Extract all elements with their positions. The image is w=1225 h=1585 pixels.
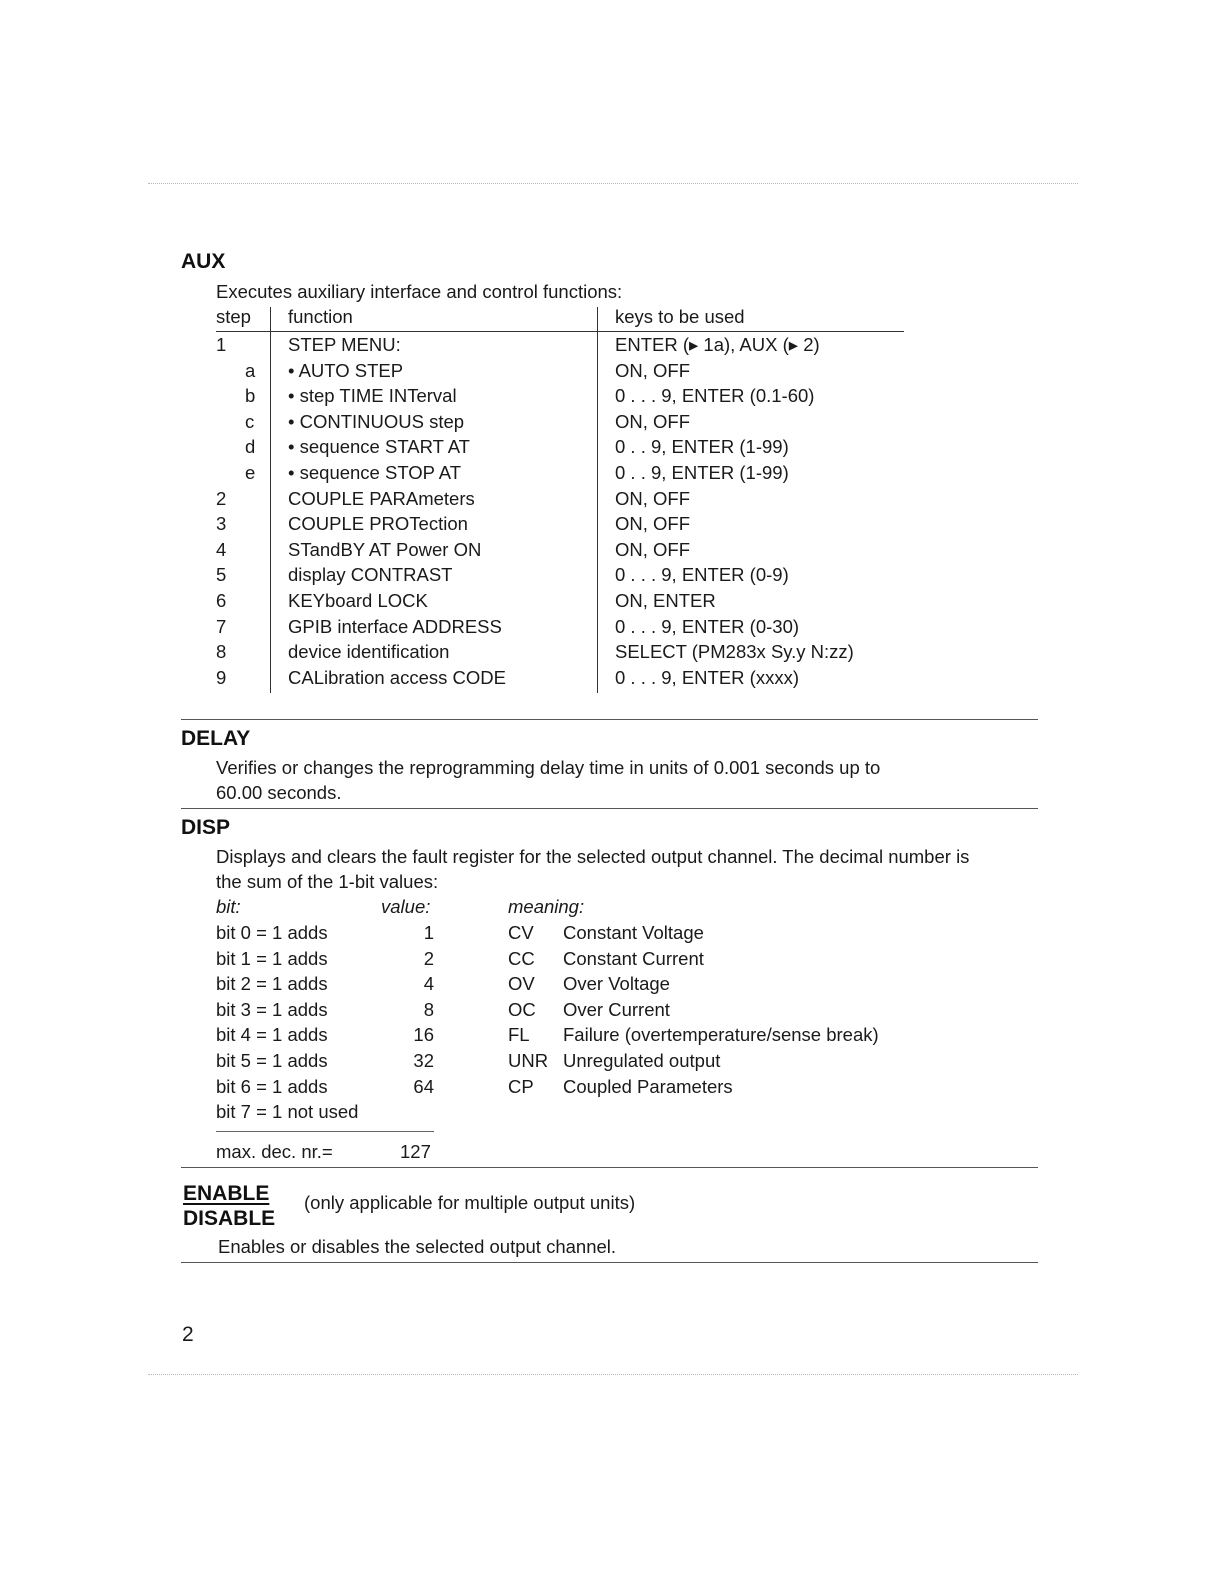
aux-step: 1 [216, 334, 227, 355]
aux-keys: ON, ENTER [615, 590, 716, 611]
aux-col-step: step [216, 306, 251, 327]
aux-step: 3 [216, 513, 227, 535]
disp-bit: bit 0 = 1 adds [216, 922, 328, 943]
aux-heading: AUX [181, 250, 226, 273]
disp-bit: bit 7 = 1 not used [216, 1101, 359, 1123]
aux-step: e [245, 462, 256, 483]
bottom-dotted-line [148, 1374, 1078, 1375]
aux-step: 8 [216, 641, 227, 663]
aux-step: 4 [216, 538, 227, 560]
disp-code: CP [508, 1075, 534, 1097]
disp-text-line2: the sum of the 1-bit values: [216, 871, 439, 892]
aux-step: 2 [216, 487, 227, 509]
aux-step: 5 [216, 564, 227, 586]
disp-bit: bit 4 = 1 adds [216, 1024, 328, 1046]
aux-keys: 0 . . . 9, ENTER (0-9) [615, 564, 789, 586]
disp-value: 8 [423, 998, 434, 1020]
aux-keys: ON, OFF [615, 513, 691, 535]
disp-meaning: Coupled Parameters [563, 1075, 733, 1097]
aux-keys: SELECT (PM283x Sy.y N:zz) [615, 641, 854, 663]
disp-meaning: Constant Current [563, 947, 704, 969]
disp-meaning: Over Current [563, 998, 670, 1020]
page-number: 2 [182, 1323, 194, 1346]
aux-step: 9 [216, 666, 227, 688]
aux-step: 7 [216, 615, 227, 637]
disp-value: 16 [413, 1024, 434, 1046]
disp-bit: bit 6 = 1 adds [216, 1075, 328, 1097]
aux-keys: ON, OFF [615, 359, 691, 381]
aux-keys: 0 . . . 9, ENTER (0.1-60) [615, 385, 815, 407]
disp-value: 4 [423, 973, 434, 995]
delay-heading: DELAY [181, 727, 251, 750]
disp-total-value: 127 [400, 1141, 431, 1162]
aux-section-rule [181, 719, 1038, 720]
disp-code: OC [508, 998, 536, 1020]
disp-value: 32 [413, 1050, 434, 1071]
disp-code: UNR [508, 1050, 549, 1071]
aux-divider-2 [597, 307, 598, 693]
aux-function: COUPLE PROTection [288, 513, 468, 535]
aux-function: device identification [288, 641, 450, 663]
disp-value: 64 [413, 1075, 434, 1097]
disp-section-rule [181, 1167, 1038, 1168]
disp-value: 2 [423, 947, 434, 969]
aux-divider-1 [270, 307, 271, 693]
aux-col-function: function [288, 306, 353, 327]
aux-step: a [245, 359, 256, 381]
disp-meaning: Unregulated output [563, 1050, 721, 1071]
aux-function: KEYboard LOCK [288, 590, 428, 611]
disp-col-meaning: meaning: [508, 896, 585, 917]
disp-code: OV [508, 973, 535, 995]
aux-keys: 0 . . . 9, ENTER (0-30) [615, 615, 800, 637]
disp-code: CV [508, 922, 534, 943]
top-dotted-line [148, 183, 1078, 184]
enable-text: Enables or disables the selected output channel. [218, 1236, 617, 1257]
aux-keys: ENTER (▸ 1a), AUX (▸ 2) [615, 334, 820, 355]
aux-function: • sequence START AT [288, 436, 470, 458]
aux-step: c [245, 410, 255, 432]
aux-function: GPIB interface ADDRESS [288, 615, 502, 637]
disp-col-bit: bit: [216, 896, 241, 917]
aux-keys: 0 . . 9, ENTER (1-99) [615, 462, 789, 483]
aux-keys: ON, OFF [615, 538, 691, 560]
aux-function: • step TIME INTerval [288, 385, 457, 407]
delay-text-line1: Verifies or changes the reprogramming delay time in units of 0.001 seconds up to [216, 757, 881, 778]
disp-bit: bit 2 = 1 adds [216, 973, 328, 995]
aux-intro: Executes auxiliary interface and control functions: [216, 281, 623, 302]
aux-function: STEP MENU: [288, 334, 401, 355]
disp-total-rule [216, 1131, 434, 1132]
disp-col-value: value: [381, 896, 431, 917]
aux-header-rule [216, 331, 904, 332]
disp-meaning: Failure (overtemperature/sense break) [563, 1024, 879, 1046]
disp-heading: DISP [181, 816, 231, 839]
aux-function: • AUTO STEP [288, 359, 404, 381]
disp-value: 1 [423, 922, 434, 943]
aux-step: 6 [216, 590, 227, 611]
aux-keys: 0 . . . 9, ENTER (xxxx) [615, 666, 799, 688]
enable-heading: ENABLE [183, 1182, 270, 1205]
disp-bit: bit 5 = 1 adds [216, 1050, 328, 1071]
disp-code: FL [508, 1024, 530, 1046]
disp-meaning: Constant Voltage [563, 922, 704, 943]
aux-keys: ON, OFF [615, 487, 691, 509]
disp-code: CC [508, 947, 535, 969]
disp-meaning: Over Voltage [563, 973, 670, 995]
delay-text-line2: 60.00 seconds. [216, 782, 342, 803]
disp-bit: bit 3 = 1 adds [216, 998, 328, 1020]
delay-section-rule [181, 808, 1038, 809]
disable-heading: DISABLE [183, 1207, 276, 1230]
aux-step: d [245, 436, 256, 458]
enable-section-rule [181, 1262, 1038, 1263]
disp-bit: bit 1 = 1 adds [216, 947, 328, 969]
aux-function: • sequence STOP AT [288, 462, 462, 483]
disp-total-label: max. dec. nr.= [216, 1141, 333, 1162]
aux-function: • CONTINUOUS step [288, 410, 465, 432]
enable-note: (only applicable for multiple output units) [304, 1192, 636, 1213]
aux-function: display CONTRAST [288, 564, 453, 586]
aux-keys: ON, OFF [615, 410, 691, 432]
aux-function: CALibration access CODE [288, 666, 506, 688]
aux-function: STandBY AT Power ON [288, 538, 482, 560]
aux-step: b [245, 385, 256, 407]
aux-keys: 0 . . 9, ENTER (1-99) [615, 436, 789, 458]
aux-function: COUPLE PARAmeters [288, 487, 475, 509]
disp-text-line1: Displays and clears the fault register for the selected output channel. The decimal number is [216, 846, 970, 867]
aux-col-keys: keys to be used [615, 306, 745, 327]
